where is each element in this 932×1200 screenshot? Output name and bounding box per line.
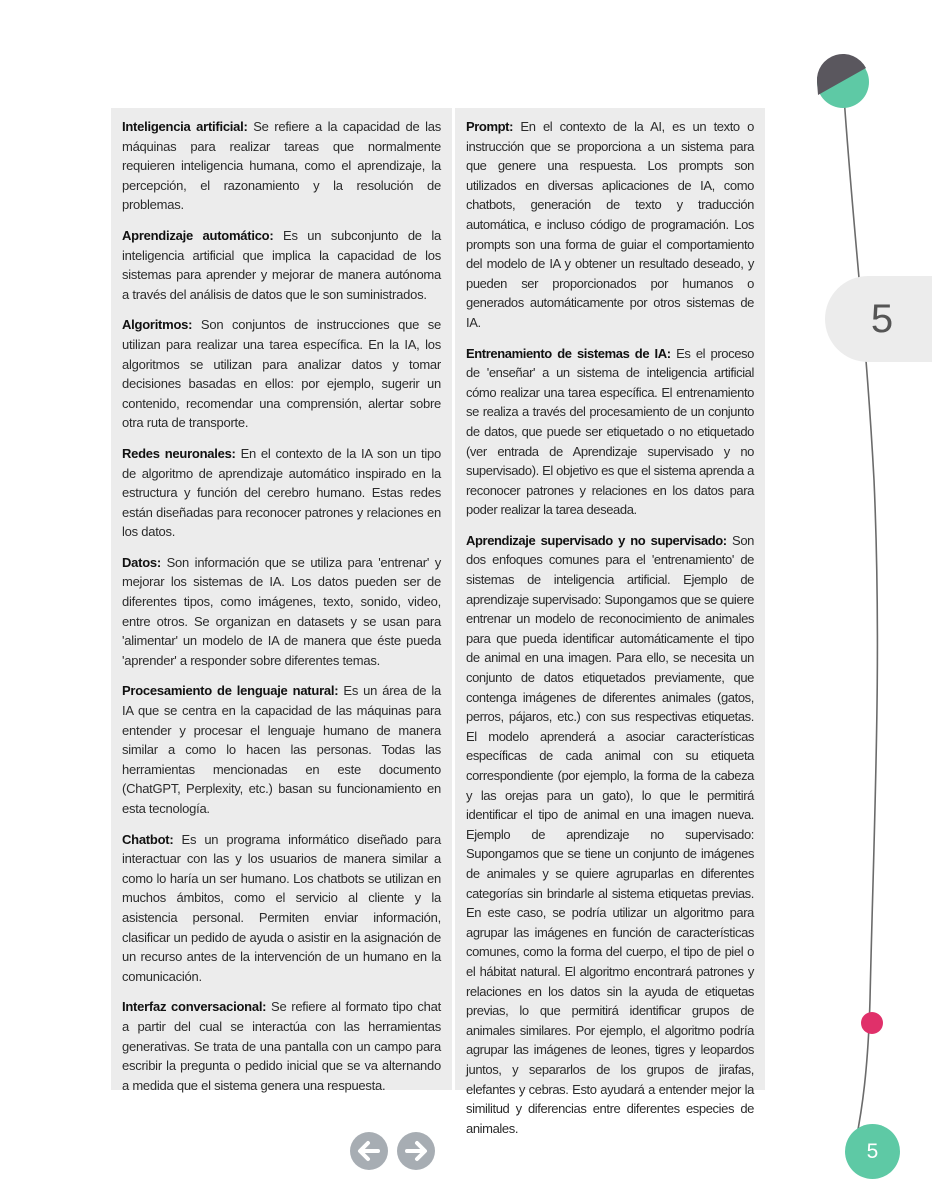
glossary-entry <box>122 226 441 304</box>
glossary-definition: Se refiere al formato tipo chat a partir del cual se interactúa con las herramientas generativas. Se trata de una pantalla con un campo para escribir la pregunta o pedido inicial que se va alternando a medida que el sistema genera una respuesta. <box>122 999 441 1093</box>
glossary-entry <box>122 681 441 818</box>
page-number: 5 <box>866 1140 879 1163</box>
pink-dot-ornament <box>861 1012 883 1034</box>
glossary-term: Entrenamiento de sistemas de IA: <box>466 345 671 361</box>
glossary-term: Interfaz conversacional: <box>122 999 267 1015</box>
glossary-definition: Es un subconjunto de la inteligencia artificial que implica la capacidad de los sistemas para aprender y mejorar de manera autónoma a través del análisis de datos que le son suministrados. <box>122 227 441 302</box>
glossary-term: Inteligencia artificial: <box>122 119 248 134</box>
glossary-term: Aprendizaje automático: <box>122 227 274 243</box>
chapter-tab-number: 5 <box>870 297 894 341</box>
glossary-entry <box>122 553 441 671</box>
arrow-right-icon <box>397 1132 435 1170</box>
glossary-entry <box>122 117 441 215</box>
decorative-curve-line <box>843 82 877 1140</box>
glossary-entry <box>122 444 441 542</box>
glossary-term: Aprendizaje supervisado y no supervisado: <box>466 532 727 548</box>
glossary-definition: Son información que se utiliza para 'entrenar' y mejorar los sistemas de IA. Los datos pueden ser de diferentes tipos, como imágenes, texto, sonido, video, entre otros. Se organizan en datasets y se usan para 'alimentar' un modelo de IA de manera que éste pueda 'aprender' a responder sobre diferentes temas. <box>122 554 441 668</box>
glossary-entry <box>466 344 754 520</box>
glossary-definition: Son conjuntos de instrucciones que se utilizan para realizar una tarea específica. En la IA, los algoritmos se utilizan para analizar datos y tomar decisiones basadas en ellos: por ejemplo, sugerir un contenido, recomendar una comprensión, alertar sobre otra ruta de transporte. <box>122 317 441 431</box>
glossary-right-column <box>455 108 765 1136</box>
glossary-term: Procesamiento de lenguaje natural: <box>122 683 339 699</box>
glossary-term: Redes neuronales: <box>122 445 236 461</box>
glossary-entry <box>122 997 441 1095</box>
next-page-button[interactable] <box>397 1132 435 1170</box>
top-circle-ornament <box>817 54 869 108</box>
glossary-definition: En el contexto de la AI, es un texto o instrucción que se proporciona a un sistema para que genere una respuesta. Los prompts son utilizados en diversas aplicaciones de IA, como chatbots, generación de texto y traducción automática, e incluso código de programación. Los prompts son una forma de guiar el comportamiento del modelo de IA y obtener un resultado deseado, y pueden ser proporcionados por humanos o generados automáticamente por otros sistemas de IA. <box>466 119 754 330</box>
arrow-left-icon <box>350 1132 388 1170</box>
glossary-entry <box>122 315 441 433</box>
glossary-term: Chatbot: <box>122 831 174 847</box>
glossary-definition: Es un área de la IA que se centra en la capacidad de las máquinas para entender y procesar el lenguaje humano de manera similar a como lo hacen las personas. Todas las herramientas mencionadas en este documento (ChatGPT, Perplexity, etc.) basan su funcionamiento en esta tecnología. <box>122 683 441 816</box>
glossary-term: Prompt: <box>466 119 514 134</box>
glossary-term: Datos: <box>122 554 161 570</box>
glossary-entry <box>466 117 754 333</box>
glossary-definition: En el contexto de la IA son un tipo de algoritmo de aprendizaje automático inspirado en la estructura y función del cerebro humano. Estas redes están diseñadas para reconocer patrones y relaciones en los datos. <box>122 445 441 540</box>
previous-page-button[interactable] <box>350 1132 388 1170</box>
glossary-definition: Son dos enfoques comunes para el 'entrenamiento' de sistemas de inteligencia artificial. Ejemplo de aprendizaje supervisado: Supongamos que se quiere entrenar un modelo de reconocimiento de animales para que pueda identificar automáticamente el tipo de animal en una imagen. Para ello, se necesita un conjunto de datos etiquetados previamente, que contenga imágenes de diferentes animales (gatos, perros, pájaros, etc.) con sus respectivas etiquetas. El modelo aprenderá a asociar características específicas de cada animal con su etiqueta correspondiente (por ejemplo, la forma de la cabeza y las orejas para un gato), lo que le permitirá identificar el tipo de animal en una imagen nueva. Ejemplo de aprendizaje no supervisado: Supongamos que se tiene un conjunto de imágenes de animales y se quiere agruparlas en diferentes categorías sin brindarle al sistema etiquetas previas. En este caso, se podría utilizar un algoritmo para agrupar las imágenes en función de características comunes, como la forma del cuerpo, el tipo de piel o el hábitat natural. El algoritmo encontrará patrones y relaciones en los datos sin la ayuda de etiquetas previas, lo que permitirá identificar grupos de animales similares. Por ejemplo, el algoritmo podría agrupar las imágenes de leones, tigres y leopardos juntos, y separarlos de los grupos de jirafas, elefantes y cebras. Esto ayudará a entender mejor la similitud y diferencias entre diferentes especies de animales. <box>466 532 754 1136</box>
glossary-left-column <box>111 108 452 1093</box>
glossary-definition: Se refiere a la capacidad de las máquinas para realizar tareas que normalmente requieren inteligencia humana, como el aprendizaje, la percepción, el razonamiento y la resolución de problemas. <box>122 119 441 213</box>
glossary-term: Algoritmos: <box>122 317 193 333</box>
glossary-definition: Es el proceso de 'enseñar' a un sistema de inteligencia artificial cómo realizar una tarea específica. El entrenamiento se realiza a través del procesamiento de un conjunto de datos, que puede ser etiquetado o no etiquetado (ver entrada de Aprendizaje supervisado y no supervisado). El objetivo es que el sistema aprenda a reconocer patrones y relaciones en los datos para poder realizar la tarea deseada. <box>466 345 754 518</box>
glossary-definition: Es un programa informático diseñado para interactuar con las y los usuarios de manera similar a como lo haría un ser humano. Los chatbots se utilizan en muchos ámbitos, como el servicio al cliente y la asistencia personal. Permiten enviar información, clasificar un pedido de ayuda o asistir en la asignación de un recurso antes de la intervención de un humano en la comunicación. <box>122 831 441 984</box>
glossary-entry <box>122 830 441 987</box>
glossary-entry <box>466 531 754 1138</box>
